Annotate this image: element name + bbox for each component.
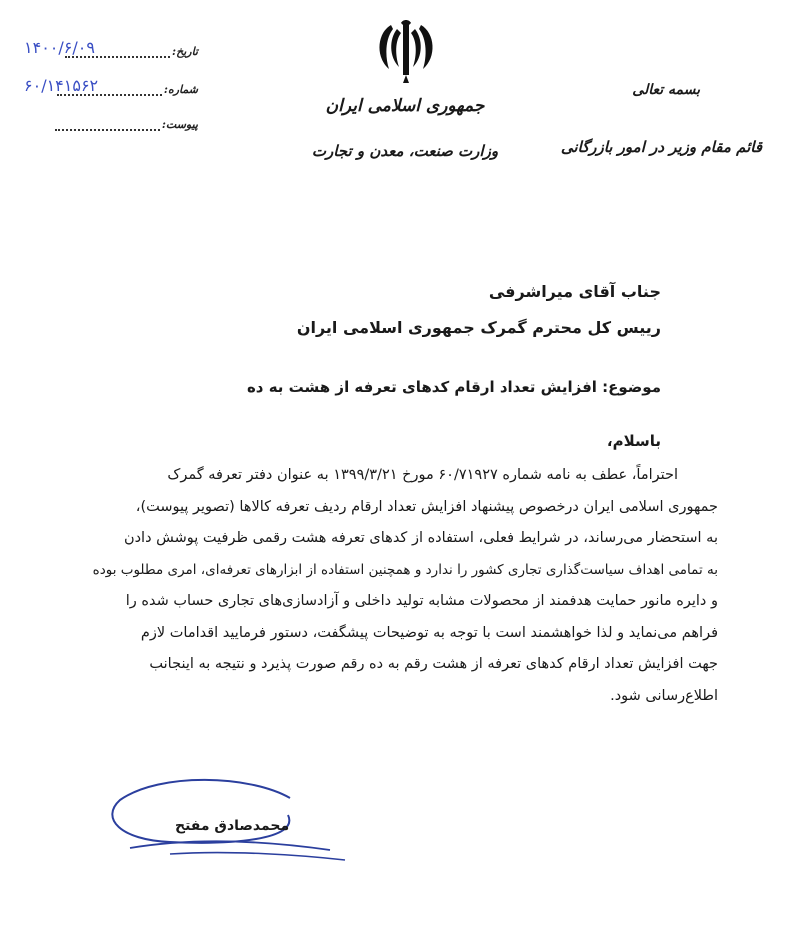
invocation: بسمه تعالی: [632, 82, 700, 98]
iran-emblem-icon: [373, 17, 439, 87]
attachment-field: [18, 117, 198, 132]
addressee-name: جناب آقای میراشرفی: [488, 282, 661, 301]
greeting: باسلام،: [606, 432, 661, 450]
date-field: [18, 38, 198, 59]
body-line: و دایره مانور حمایت هدفمند از محصولات مشابه تولید داخلی و آزادسازی‌های تجاری حساب شده را: [125, 593, 718, 609]
body-line: اطلاع‌رسانی شود.: [610, 687, 718, 704]
number-label: شماره:: [163, 83, 198, 96]
office-title: قائم مقام وزیر در امور بازرگانی: [560, 138, 762, 156]
body-line: جمهوری اسلامی ایران درخصوص پیشنهاد افزایش تعداد ارقام ردیف تعرفه کالاها (تصویر پیوست)،: [135, 498, 718, 515]
date-value: ۱۴۰۰/۶/۰۹: [24, 38, 95, 57]
ministry-title: وزارت صنعت، معدن و تجارت: [311, 142, 499, 160]
body-line: جهت افزایش تعداد ارقام کدهای تعرفه از هشت رقم به ده رقم صورت پذیرد و نتیجه به اینجانب: [149, 656, 718, 672]
letter-body: [78, 460, 718, 712]
date-label: تاریخ:: [172, 45, 198, 58]
number-field: [18, 76, 198, 97]
republic-title: جمهوری اسلامی ایران: [325, 96, 485, 116]
number-value: ۶۰/۱۴۱۵۶۲: [24, 76, 99, 95]
body-line: به استحضار می‌رساند، در شرایط فعلی، استفاده از کدهای تعرفه هشت رقمی ظرفیت پوشش دادن: [123, 530, 718, 546]
body-line: فراهم می‌نماید و لذا خواهشمند است با توجه به توضیحات پیشگفت، دستور فرمایید اقدامات لازم: [140, 624, 718, 641]
body-line: احتراماً، عطف به نامه شماره ۶۰/۷۱۹۲۷ مورخ ۱۳۹۹/۳/۲۱ به عنوان دفتر تعرفه گمرک: [167, 467, 678, 483]
addressee-title: رییس کل محترم گمرک جمهوری اسلامی ایران: [296, 318, 661, 337]
signer-name: محمدصادق مفتح: [175, 818, 290, 834]
subject-line: موضوع: افزایش تعداد ارقام کدهای تعرفه از هشت به ده: [246, 378, 661, 396]
attachment-label: پیوست:: [161, 118, 198, 131]
body-line: به تمامی اهداف سیاست‌گذاری تجاری کشور را ندارد و همچنین استفاده از ابزارهای تعرفه‌ای، امری مطلوب بوده: [92, 561, 718, 578]
